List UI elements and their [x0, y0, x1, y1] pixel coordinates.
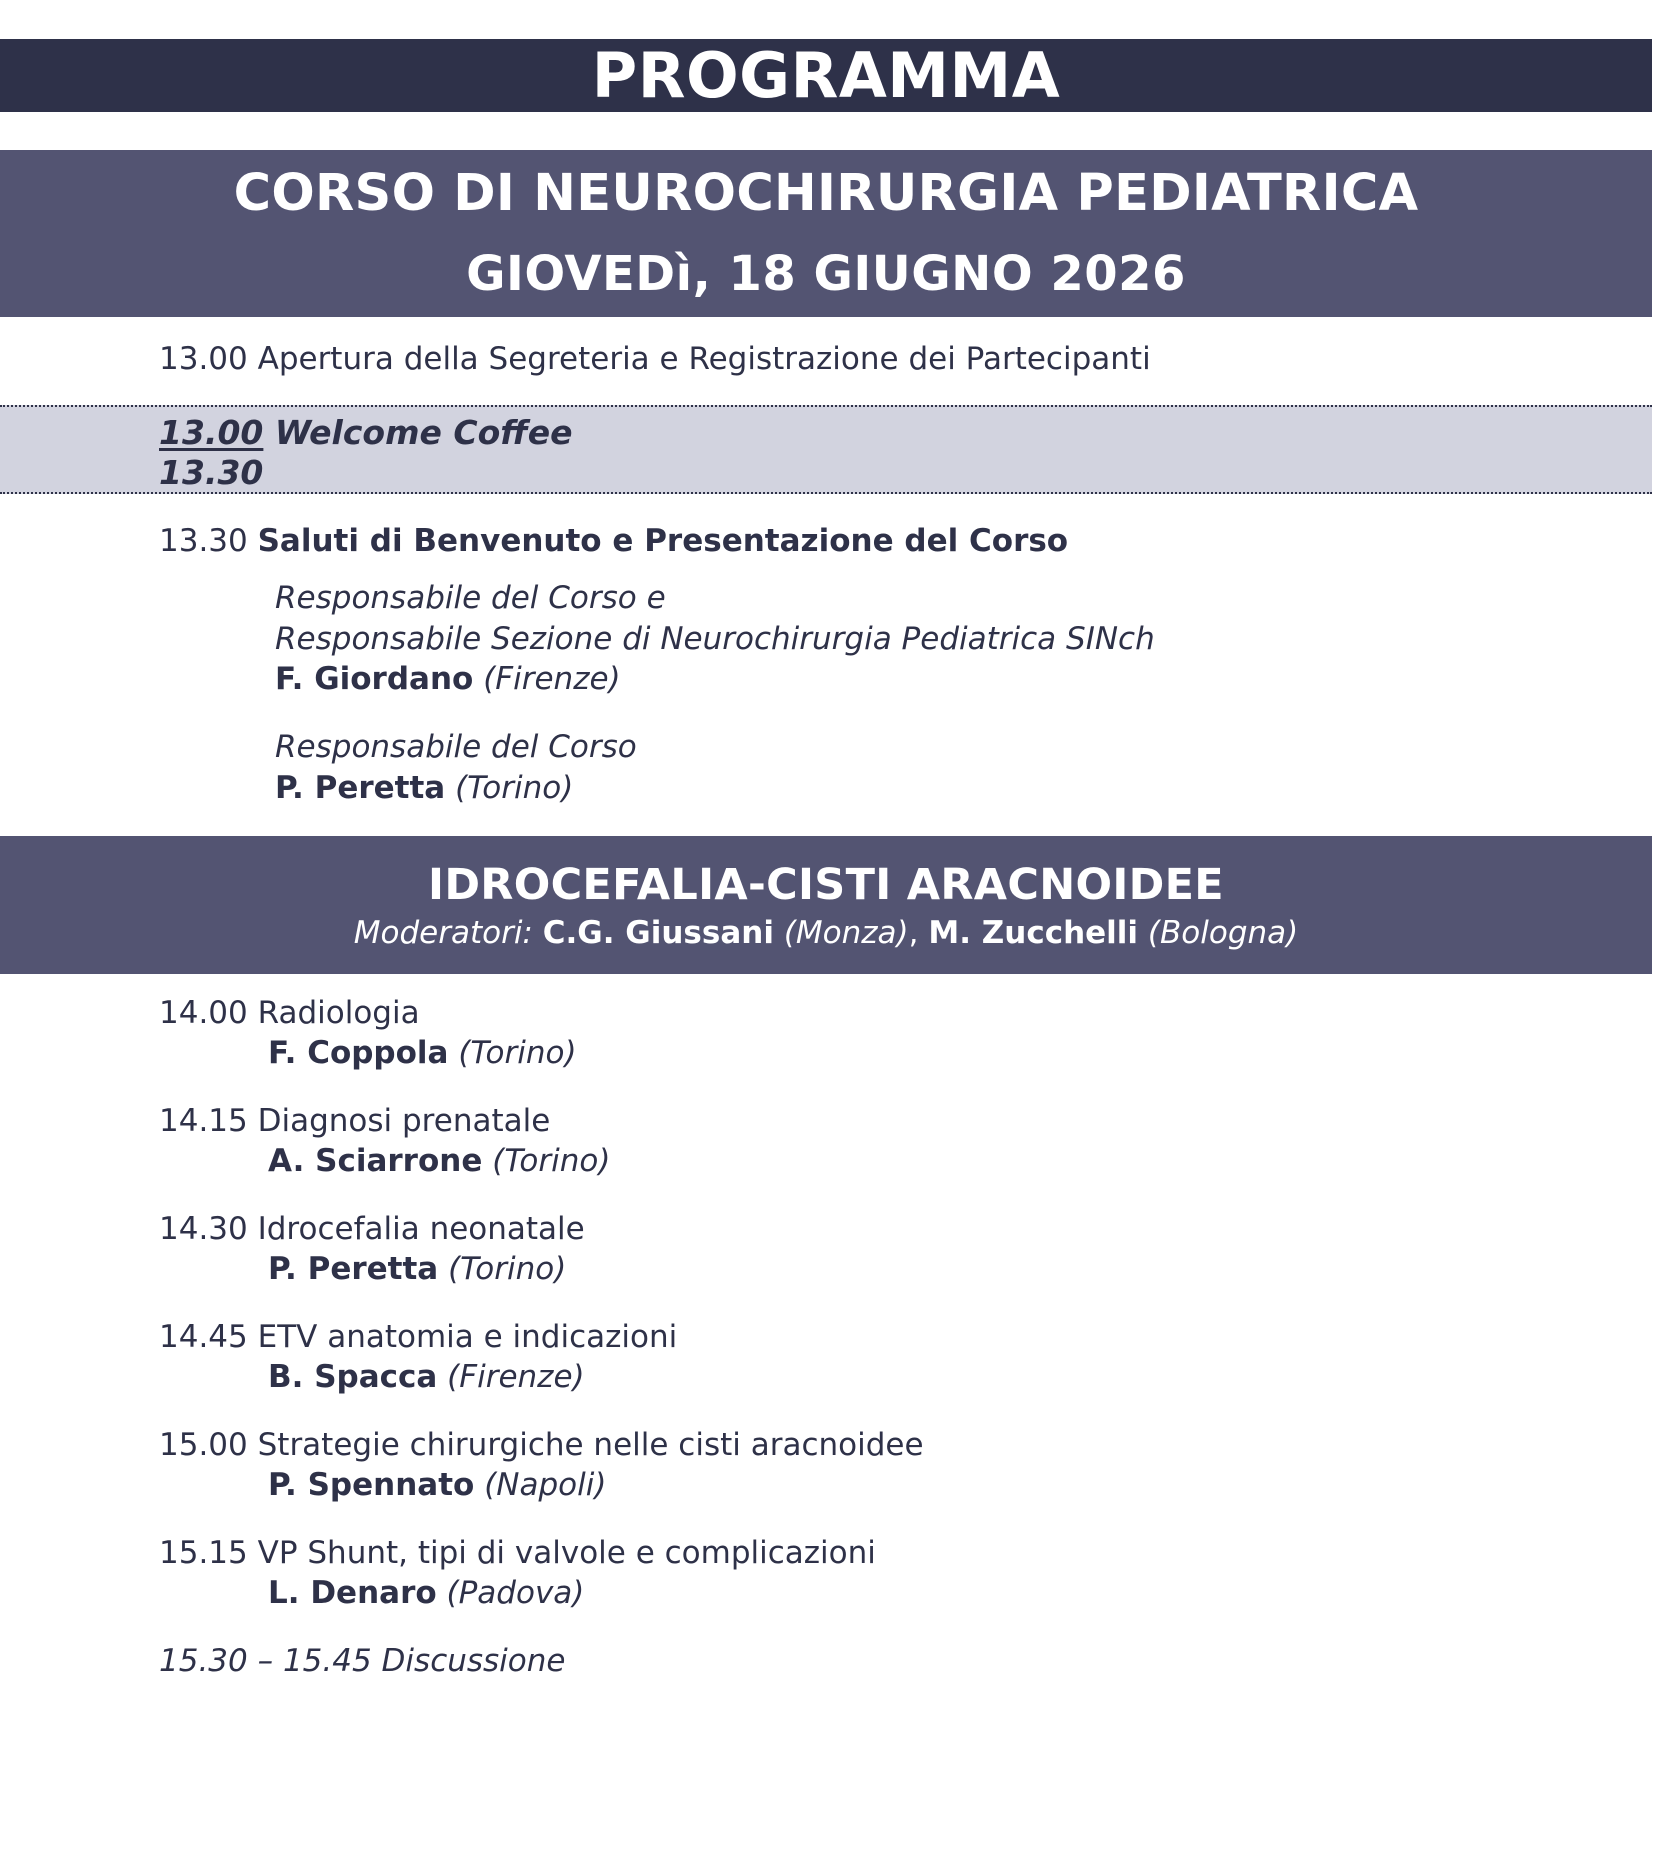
talk-city: (Firenze) [447, 1359, 585, 1395]
speaker-name: P. Peretta [275, 770, 446, 806]
opening-label: Apertura della Segreteria e Registrazione dei Partecipanti [257, 341, 1151, 377]
talk-title: VP Shunt, tipi di valvole e complicazioni [257, 1535, 876, 1571]
talk-speaker-line [268, 1573, 584, 1613]
welcome-time: 13.30 [159, 523, 248, 559]
talk-item [159, 1101, 550, 1141]
talk-title: Radiologia [257, 995, 420, 1031]
course-title: CORSO DI NEUROCHIRURGIA PEDIATRICA [233, 164, 1419, 223]
talk-item [159, 1533, 876, 1573]
talk-speaker-line [268, 1141, 610, 1181]
talk-city: (Torino) [492, 1143, 611, 1179]
speaker-line [275, 659, 621, 699]
coffee-start-row [159, 413, 573, 453]
talk-speaker-line [268, 1033, 577, 1073]
talk-title: Diagnosi prenatale [257, 1103, 551, 1139]
coffee-label: Welcome Coffee [274, 413, 573, 452]
moderators-label: Moderatori: [353, 915, 533, 951]
talk-speaker: A. Sciarrone [268, 1143, 483, 1179]
moderator-name: C.G. Giussani [542, 915, 774, 951]
speaker-role: Responsabile del Corso [275, 729, 637, 765]
talk-speaker-line [268, 1249, 566, 1289]
talk-time: 14.30 [159, 1211, 248, 1247]
talk-city: (Torino) [458, 1035, 577, 1071]
opening-item [159, 339, 1151, 379]
section-title: IDROCEFALIA-CISTI ARACNOIDEE [428, 860, 1224, 910]
moderator-city: (Bologna) [1147, 915, 1299, 951]
moderators-line [0, 912, 1652, 954]
talk-speaker-line [268, 1465, 606, 1505]
talk-city: (Napoli) [484, 1467, 607, 1503]
speaker-line [275, 768, 573, 808]
talk-time: 15.15 [159, 1535, 248, 1571]
coffee-break-band [0, 405, 1652, 494]
programma-banner [0, 39, 1652, 112]
talk-title: Strategie chirurgiche nelle cisti aracnoidee [257, 1427, 924, 1463]
talk-title: Idrocefalia neonatale [257, 1211, 585, 1247]
speaker-city: (Firenze) [483, 661, 621, 697]
talk-title: ETV anatomia e indicazioni [257, 1319, 678, 1355]
talk-item [159, 1209, 585, 1249]
talk-time: 15.00 [159, 1427, 248, 1463]
section-banner [0, 836, 1652, 974]
speaker-role: Responsabile Sezione di Neurochirurgia Pediatrica SINch [275, 621, 1155, 657]
talk-time: 14.45 [159, 1319, 248, 1355]
discussion-item: 15.30 – 15.45 Discussione [159, 1643, 566, 1679]
talk-item [159, 993, 420, 1033]
coffee-start-time: 13.00 [159, 413, 264, 452]
course-date: GIOVEDì, 18 GIUGNO 2026 [466, 246, 1186, 302]
course-banner [0, 150, 1652, 317]
opening-time: 13.00 [159, 341, 248, 377]
talk-speaker: P. Spennato [268, 1467, 475, 1503]
talk-city: (Padova) [446, 1575, 585, 1611]
coffee-end-time: 13.30 [159, 453, 264, 492]
speaker-city: (Torino) [455, 770, 574, 806]
talk-speaker: L. Denaro [268, 1575, 437, 1611]
moderator-separator: , [908, 915, 929, 951]
programma-title: PROGRAMMA [591, 39, 1061, 112]
talk-speaker: B. Spacca [268, 1359, 438, 1395]
speaker-name: F. Giordano [275, 661, 474, 697]
welcome-item [159, 521, 1068, 561]
talk-item [159, 1317, 677, 1357]
talk-time: 14.15 [159, 1103, 248, 1139]
welcome-label: Saluti di Benvenuto e Presentazione del Corso [257, 523, 1069, 559]
talk-speaker: P. Peretta [268, 1251, 439, 1287]
talk-city: (Torino) [448, 1251, 567, 1287]
moderator-city: (Monza) [783, 915, 909, 951]
talk-time: 14.00 [159, 995, 248, 1031]
talk-item [159, 1425, 924, 1465]
talk-speaker-line [268, 1357, 585, 1397]
talk-speaker: F. Coppola [268, 1035, 449, 1071]
moderator-name: M. Zucchelli [928, 915, 1139, 951]
speaker-role: Responsabile del Corso e [275, 580, 666, 616]
